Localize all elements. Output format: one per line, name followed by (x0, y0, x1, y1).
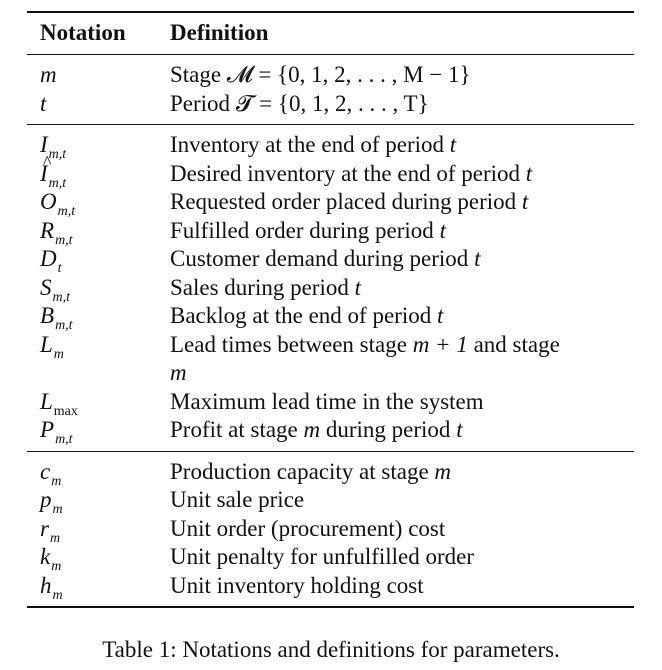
definition-var: t (439, 217, 446, 243)
definition-text: Profit at stage (170, 417, 298, 442)
definition-text: Period (170, 90, 236, 116)
notation-symbol: $c_m$ (40, 458, 62, 489)
bottom-rule (27, 606, 634, 608)
definition-var: t (456, 417, 463, 442)
notation-symbol: $h_m$ (40, 572, 63, 603)
notation-symbol: $r_m$ (40, 515, 61, 546)
notation-symbol: $k_m$ (40, 544, 62, 574)
definition-text: Unit order (procurement) cost (170, 515, 446, 541)
notation-symbol: ^ $I_{m,t}$ (40, 161, 66, 186)
table-row (27, 416, 634, 445)
definition-math: 𝓜 = {0, 1, 2, . . . , M − 1} (226, 62, 471, 87)
hat-accent: ^ I (40, 160, 48, 189)
notation-symbol: $B_{m,t}$ (40, 303, 73, 333)
definition-var: m + 1 (412, 331, 468, 357)
definition-text: Unit inventory holding cost (170, 572, 424, 598)
notation-symbol: $R_{m,t}$ (40, 217, 73, 248)
definition-text: Requested order placed during period (170, 189, 517, 214)
notation-table (27, 11, 634, 608)
notation-symbol: $S_{m,t}$ (40, 274, 70, 305)
definition-var: m (170, 360, 187, 385)
definition-var: t (354, 274, 361, 300)
notation-symbol: t (40, 90, 47, 116)
table-row (27, 388, 634, 417)
table-row (27, 188, 634, 217)
definition-text: Stage (170, 62, 227, 87)
notation-symbol: $I_{m,t}$ (40, 132, 67, 162)
definition-text: Desired inventory at the end of period (170, 160, 520, 186)
notation-symbol: m (40, 62, 57, 87)
definition-var: t (449, 132, 457, 157)
notation-symbol: $P_{m,t}$ (40, 417, 73, 447)
table-row (27, 131, 634, 160)
definition-text: Fulfilled order during period (170, 217, 434, 243)
table-row (27, 217, 634, 246)
definition-var: t (474, 246, 481, 271)
definition-text: during period (325, 417, 451, 442)
notation-symbol: $O_{m,t}$ (40, 189, 76, 219)
table-row (27, 458, 634, 487)
header-notation: Notation (40, 20, 126, 46)
definition-text: Unit penalty for unfulfilled order (170, 544, 475, 569)
definition-text: Unit sale price (170, 487, 305, 512)
table-row (27, 302, 634, 331)
table-row (27, 486, 634, 515)
table-row (27, 245, 634, 274)
notation-symbol: $p_m$ (40, 487, 63, 517)
definition-text: Inventory at the end of period (170, 132, 444, 157)
table-row (27, 160, 634, 189)
definition-var: t (525, 160, 533, 186)
table-row (27, 543, 634, 572)
table-row (27, 274, 634, 303)
definition-var: m (434, 458, 452, 484)
notation-symbol: $L_{max}$ (40, 388, 78, 419)
table-caption: Table 1: Notations and definitions for parameters. (102, 637, 560, 662)
notation-symbol: $L_m$ (40, 331, 64, 362)
group-state-variables (27, 125, 634, 451)
definition-text: Lead times between stage (170, 331, 407, 357)
table-row (27, 515, 634, 544)
definition-text: Backlog at the end of period (170, 303, 432, 328)
definition-math: 𝓣 = {0, 1, 2, . . . , T} (235, 90, 429, 116)
notation-symbol: $D_t$ (40, 246, 62, 276)
header-row (27, 13, 634, 54)
group-parameters (27, 452, 634, 607)
table-row (27, 90, 634, 119)
definition-text: Sales during period (170, 274, 349, 300)
definition-var: t (436, 303, 444, 328)
definition-var: m (303, 417, 321, 442)
definition-text: and stage (473, 331, 560, 357)
table-row (27, 331, 634, 388)
definition-var: t (521, 189, 529, 214)
header-definition: Definition (170, 20, 269, 46)
definition-text: Customer demand during period (170, 246, 469, 271)
group-index-sets (27, 55, 634, 124)
definition-text: Maximum lead time in the system (170, 388, 484, 414)
definition-text: Production capacity at stage (170, 458, 429, 484)
table-row (27, 572, 634, 601)
table-row (27, 61, 634, 90)
